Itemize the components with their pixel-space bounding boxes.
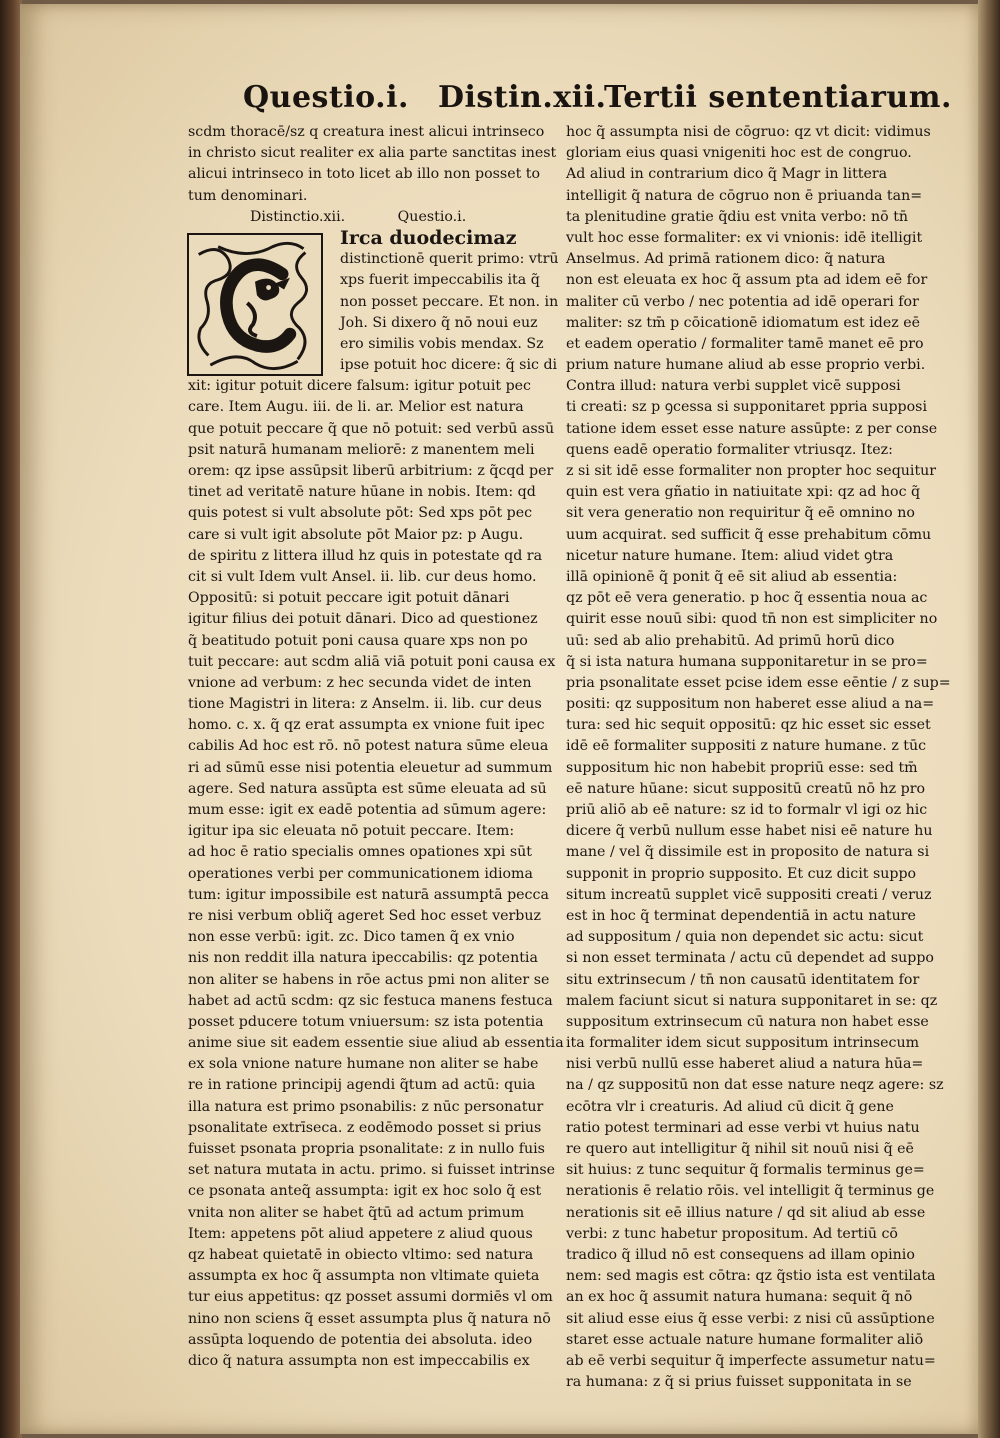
text-line: prium nature humane aliud ab esse proprio verbi. xyxy=(566,357,926,374)
text-line: anime siue sit eadem essentie siue aliud ab essentia xyxy=(188,1035,564,1052)
text-line: ad hoc ē ratio specialis omnes opationes xpi sūt xyxy=(188,844,532,861)
text-line: ad suppositum / quia non dependet sic actu: sicut xyxy=(566,929,924,946)
text-line: ri ad sūmū esse nisi potentia eleuetur ad summum xyxy=(188,759,553,776)
text-line: nerationis sit eē illius nature / qd sit aliud ab esse xyxy=(566,1204,926,1221)
text-line: ex sola vnione nature humane non aliter se habe xyxy=(188,1056,539,1073)
text-line: distinctionē querit primo: vtrū xyxy=(340,251,559,268)
text-line: tione Magistri in litera: z Anselm. ii. lib. cur deus xyxy=(188,696,542,713)
text-line: est in hoc q̃ terminat dependentiā in actu nature xyxy=(566,907,916,924)
text-line: situm increatū supplet vicē suppositi creati / veruz xyxy=(566,886,932,903)
text-line: nino non sciens q̃ esset assumpta plus q̃ natura nō xyxy=(188,1310,551,1327)
text-line: xit: igitur potuit dicere falsum: igitur potuit pec xyxy=(188,378,532,395)
left-text-column xyxy=(188,122,564,1372)
text-line: ratio potest terminari ad esse verbi vt huius natu xyxy=(566,1119,920,1136)
text-line: illa natura est primo psonabilis: z nūc personatur xyxy=(188,1098,544,1115)
left-body-text xyxy=(188,376,564,1372)
running-header-title: Tertii sententiarum. xyxy=(604,80,952,115)
text-line: tum: igitur impossibile est naturā assumptā pecca xyxy=(188,886,549,903)
text-line: mum esse: igit ex eadē potentia ad sūmum agere: xyxy=(188,802,547,818)
text-line: tatione idem esset esse nature assūpte: z per conse xyxy=(566,420,938,437)
text-line: et eadem operatio / formaliter tamē manet eē pro xyxy=(566,335,924,352)
right-text-column xyxy=(566,122,951,1393)
text-line: tura: sed hic sequit oppositū: qz hic esset sic esset xyxy=(566,717,931,734)
text-line: set natura mutata in actu. primo. si fuisset intrinse xyxy=(188,1162,556,1179)
text-line: fuisset psonata propria psonalitate: z in nullo fuis xyxy=(188,1141,545,1157)
text-line: malem faciunt sicut si natura supponitaret in se: qz xyxy=(566,992,938,1009)
text-line: ra humana: z q̃ si prius fuisset supponitata in se xyxy=(566,1374,912,1391)
text-line: re nisi verbum obliq̃ ageret Sed hoc esset verbuz xyxy=(188,907,541,924)
text-line: xps fuerit impeccabilis ita q̃ xyxy=(340,272,540,289)
section-heading-distinctio: Distinctio.xii. xyxy=(250,208,346,225)
text-line: priū aliō ab eē nature: sz id to formalr vl igi oz hic xyxy=(566,802,928,818)
text-line: sit aliud esse eius q̃ esse verbi: z nisi cū assūptione xyxy=(566,1310,935,1327)
running-header-distinctio: Distin.xii. xyxy=(438,80,607,115)
text-line: q̃ si ista natura humana supponitaretur in se pro= xyxy=(566,653,928,670)
text-line: re quero aut intelligitur q̃ nihil sit nouū nisi q̃ eē xyxy=(566,1141,914,1157)
text-line: nicetur nature humane. Item: aliud videt ꝯtra xyxy=(566,547,894,564)
text-line: tum denominari. xyxy=(188,187,308,204)
text-line: Contra illud: natura verbi supplet vicē supposi xyxy=(566,378,901,395)
text-line: situ extrinsecum / tn̄ non causatū identitatem for xyxy=(566,971,920,988)
text-line: qz pōt eē vera generatio. p hoc q̃ essentia noua ac xyxy=(566,590,928,607)
text-line: ecōtra vlr i creaturis. Ad aliud cū dicit q̃ gene xyxy=(566,1098,894,1115)
text-line: na / qz suppositū non dat esse nature neqz agere: sz xyxy=(566,1077,944,1094)
running-header-questio: Questio.i. xyxy=(243,80,409,115)
text-line: operationes verbi per communicationem idioma xyxy=(188,865,533,882)
text-line: nem: sed magis est cōtra: qz q̃stio ista est ventilata xyxy=(566,1268,936,1285)
text-line: alicui intrinseco in toto licet ab illo non posset to xyxy=(188,166,541,183)
text-line: Joh. Si dixero q̃ nō noui euz xyxy=(340,314,538,331)
book-binding xyxy=(0,0,22,1438)
text-line: vnita non aliter se habet q̃tū ad actum primum xyxy=(188,1204,525,1221)
text-line: Anselmus. Ad primā rationem dico: q̃ natura xyxy=(566,251,886,268)
text-line: ero similis vobis mendax. Sz xyxy=(340,335,544,352)
text-line: habet ad actū scdm: qz sic festuca manens festuca xyxy=(188,992,553,1009)
text-line: psit naturā humanam meliorē: z manentem meli xyxy=(188,441,535,458)
text-line: de spiritu z littera illud hz quis in potestate qd ra xyxy=(188,547,543,564)
text-line: vnione ad verbum: z hec secunda videt de inten xyxy=(188,674,532,691)
text-line: care si vult igit absolute pōt Maior pz: p Augu. xyxy=(188,526,524,543)
text-line: non esse verbū: igit. zc. Dico tamen q̃ ex vnio xyxy=(188,929,515,946)
text-line: tinet ad veritatē nature hūane in nobis. Item: qd xyxy=(188,484,536,501)
text-line: eē nature hūane: sicut suppositū creatū nō hz pro xyxy=(566,780,926,797)
text-line: posset pducere totum vniuersum: sz ista potentia xyxy=(188,1013,544,1030)
text-line: an ex hoc q̃ assumit natura humana: sequit q̃ nō xyxy=(566,1289,913,1306)
text-line: suppositum extrinsecum cū natura non habet esse xyxy=(566,1013,929,1030)
text-line: tur eius appetitus: qz posset assumi dormiēs vl om xyxy=(188,1289,553,1306)
text-line: igitur ipa sic eleuata nō potuit peccare. Item: xyxy=(188,823,515,840)
text-line: uum acquirat. sed sufficit q̃ esse prehabitum cōmu xyxy=(566,526,932,543)
text-line: re in ratione principij agendi q̃tum ad actū: quia xyxy=(188,1077,536,1094)
text-line: staret esse actuale nature humane formaliter aliō xyxy=(566,1331,924,1348)
text-line: non posset peccare. Et non. in xyxy=(340,293,559,310)
text-line: pria psonalitate esset pcise idem esse eēntie / z sup= xyxy=(566,674,951,691)
section-headings xyxy=(188,207,548,228)
text-line: mane / vel q̃ dissimile est in proposito de natura si xyxy=(566,844,930,861)
opening-line: Irca duodecimaz xyxy=(340,226,517,249)
text-line: positi: qz suppositum non haberet esse aliud a na= xyxy=(566,696,935,713)
text-line: cabilis Ad hoc est rō. nō potest natura sūme eleua xyxy=(188,738,549,755)
text-line: vult hoc esse formaliter: ex vi vnionis: idē itelligit xyxy=(566,229,923,246)
text-line: si non esset terminata / actu cū dependet ad suppo xyxy=(566,950,934,967)
text-line: supponit in proprio supposito. Et cuz dicit suppo xyxy=(566,865,917,882)
text-line: gloriam eius quasi vnigeniti hoc est de congruo. xyxy=(566,145,912,162)
text-line: que potuit peccare q̃ que nō potuit: sed verbū assū xyxy=(188,420,555,437)
text-line: non est eleuata ex hoc q̃ assum pta ad idem eē for xyxy=(566,272,928,289)
text-line: verbi: z tunc habetur propositum. Ad tertiū cō xyxy=(566,1225,898,1242)
text-line: nerationis ē relatio rōis. vel intelligit q̃ terminus ge xyxy=(566,1183,935,1200)
text-line: qz habeat quietatē in obiecto vltimo: sed natura xyxy=(188,1246,534,1263)
text-line: illā opinionē q̃ ponit q̃ eē sit aliud ab essentia: xyxy=(566,568,898,585)
section-heading-questio: Questio.i. xyxy=(397,208,467,225)
text-line: Ad aliud in contrarium dico q̃ Magr in littera xyxy=(566,166,888,183)
text-line: uū: sed ab alio prehabitū. Ad primū horū dico xyxy=(566,632,895,649)
text-line: dico q̃ natura assumpta non est impeccabilis ex xyxy=(188,1352,530,1369)
text-line: ab eē verbi sequitur q̃ imperfecte assumetur natu= xyxy=(566,1352,936,1369)
text-line: Oppositū: si potuit peccare igit potuit dānari xyxy=(188,590,510,607)
text-line: sit huius: z tunc sequitur q̃ formalis terminus ge= xyxy=(566,1162,925,1179)
text-line: quin est vera gñatio in natiuitate xpi: qz ad hoc q̃ xyxy=(566,484,921,501)
right-body-text xyxy=(566,122,951,1393)
text-line: q̃ beatitudo potuit poni causa quare xps non po xyxy=(188,632,528,649)
text-line: quis potest si vult absolute pōt: Sed xps pōt pec xyxy=(188,505,533,522)
text-line: psonalitate extrīseca. z eodēmodo posset si prius xyxy=(188,1119,542,1136)
text-line: ipse potuit hoc dicere: q̃ sic di xyxy=(340,357,558,374)
text-line: ta plenitudine gratie q̃diu est vnita verbo: nō tn̄ xyxy=(566,208,909,225)
text-line: maliter cū verbo / nec potentia ad idē operari for xyxy=(566,293,919,310)
text-line: ce psonata anteq̃ assumpta: igit ex hoc solo q̃ est xyxy=(188,1183,542,1200)
text-line: assūpta loquendo de potentia dei absoluta. ideo xyxy=(188,1331,533,1348)
text-line: maliter: sz tm̄ p cōicationē idiomatum est idez eē xyxy=(566,314,921,331)
text-line: scdm thoracē/sz q creatura inest alicui intrinseco xyxy=(188,124,545,140)
page-edge xyxy=(978,0,1000,1438)
text-line: care. Item Augu. iii. de li. ar. Melior est natura xyxy=(188,399,524,416)
text-line: non aliter se habens in rōe actus pmi non aliter se xyxy=(188,971,550,988)
text-line: quirit esse nouū sibi: quod tn̄ non est simpliciter no xyxy=(566,611,938,628)
text-line: sit vera generatio non requiritur q̃ eē omnino no xyxy=(566,505,915,522)
text-line: dicere q̃ verbū nullum esse habet nisi eē nature hu xyxy=(566,823,933,840)
text-line: assumpta ex hoc q̃ assumpta non vltimate quieta xyxy=(188,1268,540,1285)
text-line: orem: qz ipse assūpsit liberū arbitrium: z q̃cqd per xyxy=(188,463,554,479)
text-line: igitur filius dei potuit dānari. Dico ad questionez xyxy=(188,611,538,628)
text-line: homo. c. x. q̃ qz erat assumpta ex vnione fuit ipec xyxy=(188,717,545,734)
text-line: ita formaliter idem sicut suppositum intrinsecum xyxy=(566,1035,920,1052)
text-line: cit si vult Idem vult Ansel. ii. lib. cur deus homo. xyxy=(188,568,537,585)
text-line: z si sit idē esse formaliter non propter hoc sequitur xyxy=(566,463,937,479)
text-line: agere. Sed natura assūpta est sūme eleuata ad sū xyxy=(188,780,547,797)
text-line: idē eē formaliter suppositi z nature humane. z tūc xyxy=(566,738,927,755)
text-line: hoc q̃ assumpta nisi de cōgruo: qz vt dicit: vidimus xyxy=(566,124,931,140)
text-line: ti creati: sz p ꝯcessa si supponitaret ppria supposi xyxy=(566,399,927,416)
text-line: suppositum hic non habebit propriū esse: sed tm̄ xyxy=(566,759,918,776)
text-line: quens eadē operatio formaliter vtriusqz. Itez: xyxy=(566,441,893,458)
text-line: in christo sicut realiter ex alia parte sanctitas inest xyxy=(188,145,557,162)
text-line: Item: appetens pōt aliud appetere z aliud quous xyxy=(188,1225,533,1242)
text-line: tuit peccare: aut scdm aliā viā potuit poni causa ex xyxy=(188,653,556,670)
text-line: tradico q̃ illud nō est consequens ad illam opinio xyxy=(566,1246,915,1263)
text-line: nisi verbū nullū esse haberet aliud a natura hūa= xyxy=(566,1056,924,1073)
text-line: intelligit q̃ natura de cōgruo non ē priuanda tan= xyxy=(566,187,923,204)
text-line: nis non reddit illa natura ipeccabilis: qz potentia xyxy=(188,950,538,967)
